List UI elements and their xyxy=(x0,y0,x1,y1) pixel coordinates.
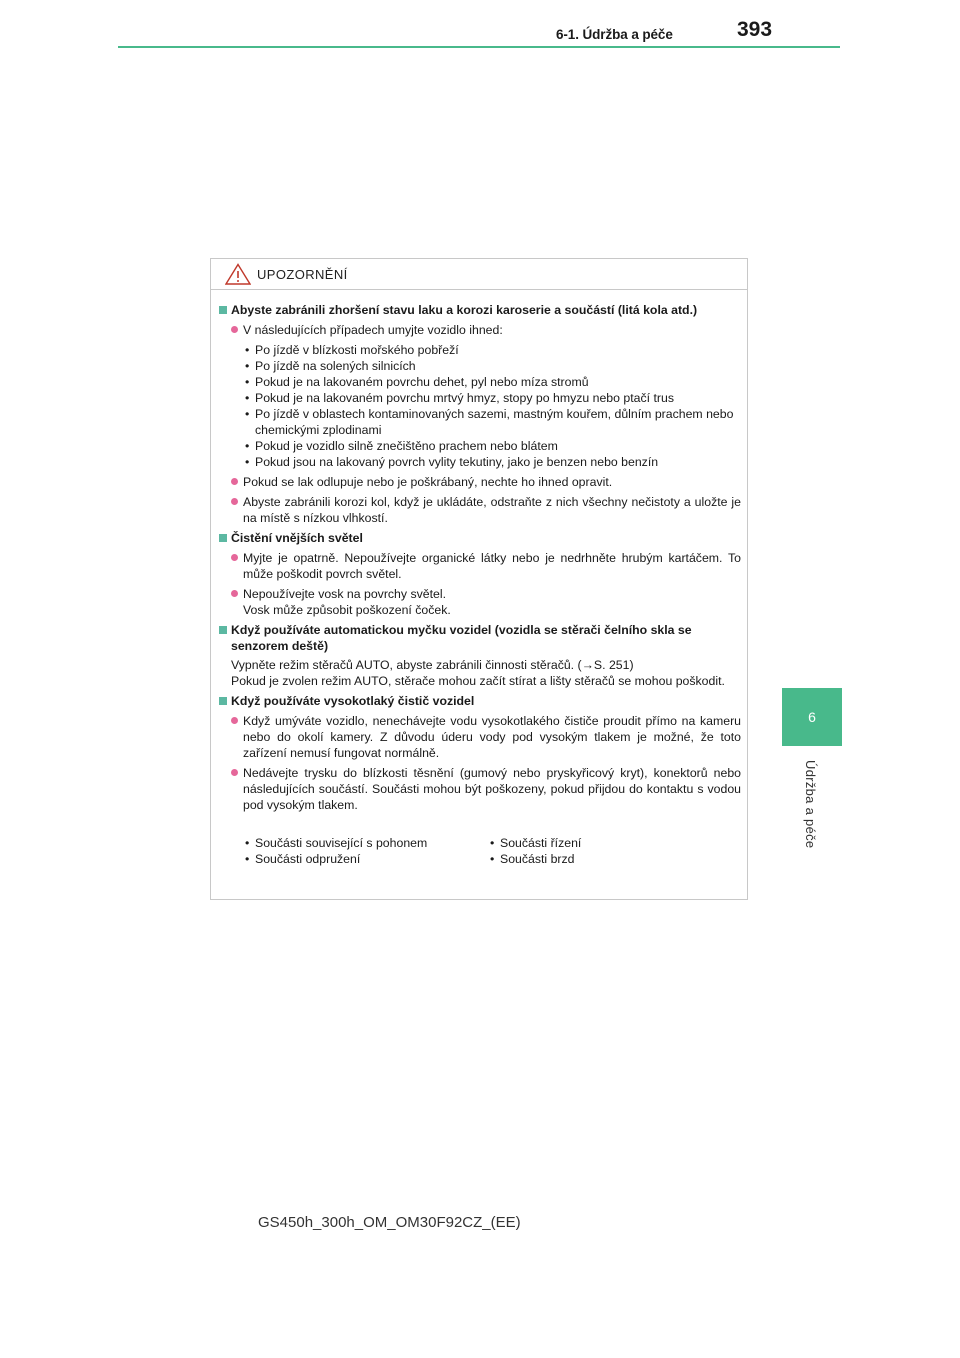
bullet-text: Když umýváte vozidlo, nenechávejte vodu vysokotlakého čističe proudit přímo na kameru nebo do okolí kamery. Z důvodu úderu vody pod vysokým tlakem je možné, že toto zařízení nemusí fungovat normálně. xyxy=(243,714,741,760)
section-heading: Když používáte automatickou myčku vozidel (vozidla se stěrači čelního skla se senzorem deště) xyxy=(231,623,692,653)
bullet-text: Myjte je opatrně. Nepoužívejte organické látky nebo je nedrhněte hrubým kartáčem. To může poškodit povrch světel. xyxy=(243,551,741,581)
sub-item: Po jízdě v oblastech kontaminovaných sazemi, mastným kouřem, důlním prachem nebo chemickými zplodinami xyxy=(255,407,734,437)
dot-bullet-icon xyxy=(231,717,238,724)
warning-body xyxy=(211,290,747,867)
list-item: Součásti odpružení xyxy=(255,852,361,866)
paragraph-text: Pokud je zvolen režim AUTO, stěrače mohou začít stírat a lišty stěračů se mohou poškodit. xyxy=(231,674,725,688)
sub-list: • Po jízdě v blízkosti mořského pobřeží • Po jízdě na solených silnicích • Pokud je na lakovaném povrchu dehet, pyl nebo míza stromů • Pokud je na lakovaném povrchu mrtvý hmyz, stopy po hmyzu nebo ptačí trus • Po jízdě v oblastech kontaminovaných sazemi, mastným kouřem, důlním prachem nebo chemickými zplodinami • Pokud je vozidlo silně znečištěno prachem nebo blátem • Pokud jsou na lakovaný povrch vylity tekutiny, jako je benzen nebo benzín xyxy=(245,342,741,470)
list-item: Součásti brzd xyxy=(500,852,575,866)
dot-bullet-icon xyxy=(231,326,238,333)
dot-bullet-icon xyxy=(231,554,238,561)
square-bullet-icon xyxy=(219,534,227,542)
dot-bullet-icon xyxy=(231,590,238,597)
bullet-text: Nepoužívejte vosk na povrchy světel. xyxy=(243,587,447,601)
section-car-wash xyxy=(219,622,741,689)
page-number: 393 xyxy=(737,18,773,41)
bullet-text: V následujících případech umyjte vozidlo ihned: xyxy=(243,323,503,337)
bullet-text: Nedávejte trysku do blízkosti těsnění (gumový nebo pryskyřicový kryt), konektorů nebo následujících součástí. Součásti mohou být poškozeny, pokud přijdou do kontaktu s vodou pod vysokým tlakem. xyxy=(243,766,741,812)
square-bullet-icon xyxy=(219,626,227,634)
sub-item: Po jízdě v blízkosti mořského pobřeží xyxy=(255,343,459,357)
header-divider xyxy=(118,46,840,48)
bullet-text: Pokud se lak odlupuje nebo je poškrábaný, nechte ho ihned opravit. xyxy=(243,475,613,489)
chapter-number: 6 xyxy=(808,709,816,725)
warning-box xyxy=(210,258,748,900)
sub-item: Po jízdě na solených silnicích xyxy=(255,359,416,373)
square-bullet-icon xyxy=(219,697,227,705)
section-pressure-washer xyxy=(219,693,741,867)
section-exterior-lights xyxy=(219,530,741,618)
sub-item: Pokud je na lakovaném povrchu mrtvý hmyz, stopy po hmyzu nebo ptačí trus xyxy=(255,391,674,405)
document-code: GS450h_300h_OM_OM30F92CZ_(EE) xyxy=(258,1214,521,1231)
section-title: 6-1. Údržba a péče xyxy=(556,27,673,42)
chapter-tab xyxy=(782,688,842,746)
sub-item: Pokud jsou na lakovaný povrch vylity tekutiny, jako je benzen nebo benzín xyxy=(255,455,659,469)
components-list: • Součásti související s pohonem • Součásti odpružení • Součásti řízení • Součásti brzd xyxy=(245,836,582,866)
list-item: Součásti související s pohonem xyxy=(255,836,428,850)
section-heading: Když používáte vysokotlaký čistič vozidel xyxy=(231,694,475,708)
section-heading: Abyste zabránili zhoršení stavu laku a korozi karoserie a součástí (litá kola atd.) xyxy=(231,303,698,317)
square-bullet-icon xyxy=(219,306,227,314)
section-heading: Čistění vnějších světel xyxy=(231,531,363,545)
section-paint-corrosion xyxy=(219,302,741,526)
chapter-label: Údržba a péče xyxy=(803,760,818,849)
warning-title: UPOZORNĚNÍ xyxy=(257,266,348,282)
bullet-text: Vosk může způsobit poškození čoček. xyxy=(243,603,451,617)
sub-item: Pokud je na lakovaném povrchu dehet, pyl nebo míza stromů xyxy=(255,375,589,389)
warning-triangle-icon xyxy=(225,263,251,285)
dot-bullet-icon xyxy=(231,769,238,776)
sub-item: Pokud je vozidlo silně znečištěno prachem nebo blátem xyxy=(255,439,558,453)
dot-bullet-icon xyxy=(231,478,238,485)
paragraph-text: Vypněte režim stěračů AUTO, abyste zabránili činnosti stěračů. (→S. 251) xyxy=(231,658,634,672)
list-item: Součásti řízení xyxy=(500,836,582,850)
dot-bullet-icon xyxy=(231,498,238,505)
warning-header xyxy=(211,259,747,290)
bullet-text: Abyste zabránili korozi kol, když je ukládáte, odstraňte z nich všechny nečistoty a uložte je na místě s nízkou vlhkostí. xyxy=(243,495,741,525)
